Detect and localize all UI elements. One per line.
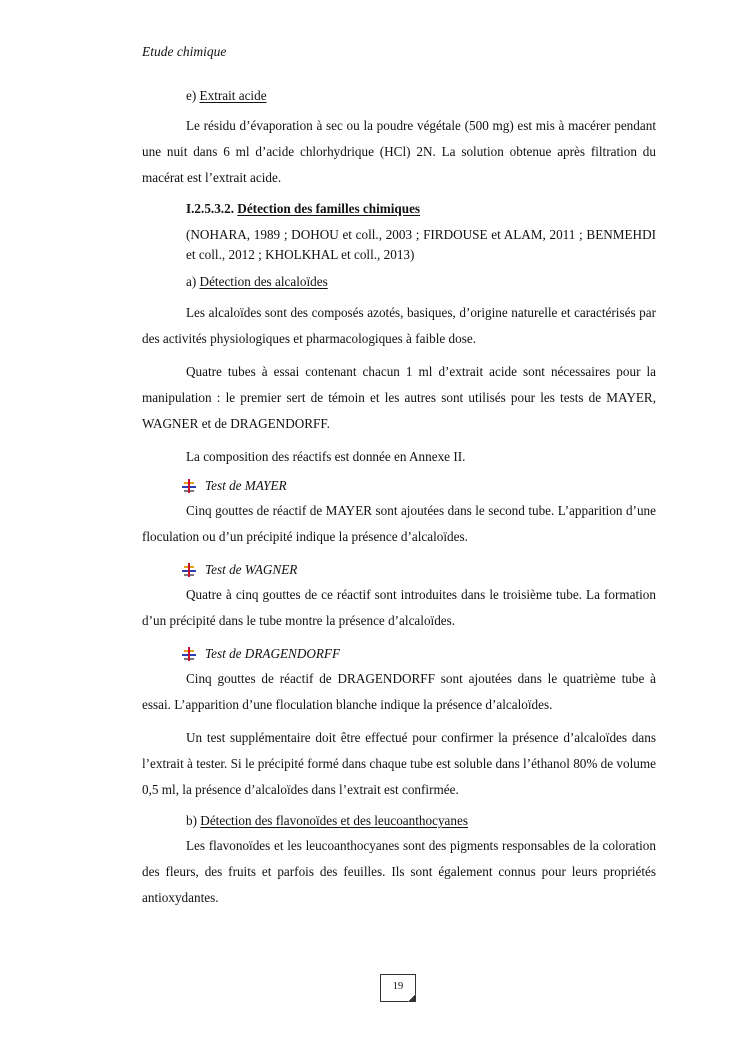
section-a-paragraph-3: La composition des réactifs est donnée en Annexe II.	[186, 449, 466, 464]
test-wagner-title: Test de WAGNER	[205, 562, 298, 577]
bullet-icon	[182, 647, 198, 661]
section-a-prefix: a)	[186, 274, 200, 289]
supplement-paragraph: Un test supplémentaire doit être effectué pour confirmer la présence d’alcaloïdes dans l’extrait à tester. Si le précipité formé dans chaque tube est soluble dans l’éthanol 80% de volume 0,5 ml, la présence d’alcaloïdes dans l’extrait est confirmée.	[142, 730, 656, 797]
section-a-title: Détection des alcaloïdes	[199, 274, 328, 289]
detect-heading-title: Détection des familles chimiques	[237, 201, 421, 216]
section-b-heading	[186, 811, 656, 831]
section-b-prefix: b)	[186, 813, 201, 828]
test-mayer-title: Test de MAYER	[205, 478, 287, 493]
section-a-heading	[186, 272, 656, 292]
page-content	[142, 86, 656, 911]
test-dragendorff-title: Test de DRAGENDORFF	[205, 646, 341, 661]
detect-references: (NOHARA, 1989 ; DOHOU et coll., 2003 ; FIRDOUSE et ALAM, 2011 ; BENMEHDI et coll., 2012 ; KHOLKHAL et coll., 2013)	[186, 227, 656, 262]
section-e-heading	[186, 86, 656, 106]
detect-heading-number: I.2.5.3.2.	[186, 201, 238, 216]
test-mayer-heading	[182, 476, 656, 496]
page-number-box	[380, 974, 416, 1002]
section-b-title: Détection des flavonoïdes et des leucoanthocyanes	[200, 813, 468, 828]
running-header: Etude chimique	[142, 44, 227, 59]
bullet-icon	[182, 479, 198, 493]
test-wagner-heading	[182, 560, 656, 580]
section-a-paragraph-1: Les alcaloïdes sont des composés azotés, basiques, d’origine naturelle et caractérisés par des activités physiologiques et pharmacologiques à faible dose.	[142, 305, 656, 346]
test-mayer-text: Cinq gouttes de réactif de MAYER sont ajoutées dans le second tube. L’apparition d’une floculation ou d’un précipité indique la présence d’alcaloïdes.	[142, 503, 656, 544]
bullet-icon	[182, 563, 198, 577]
section-e-prefix: e)	[186, 88, 200, 103]
detect-heading	[186, 199, 656, 219]
section-e-title: Extrait acide	[199, 88, 267, 103]
section-b-paragraph: Les flavonoïdes et les leucoanthocyanes sont des pigments responsables de la coloration des fleurs, des fruits et parfois des feuilles. Ils sont également connus pour leurs propriétés antioxydantes.	[142, 838, 656, 905]
test-dragendorff-text: Cinq gouttes de réactif de DRAGENDORFF sont ajoutées dans le quatrième tube à essai. L’apparition d’une floculation blanche indique la présence d’alcaloïdes.	[142, 671, 656, 712]
section-e-paragraph: Le résidu d’évaporation à sec ou la poudre végétale (500 mg) est mis à macérer pendant une nuit dans 6 ml d’acide chlorhydrique (HCl) 2N. La solution obtenue après filtration du macérat est l’extrait acide.	[142, 118, 656, 185]
page-corner-fold	[408, 994, 416, 1002]
section-a-paragraph-2: Quatre tubes à essai contenant chacun 1 ml d’extrait acide sont nécessaires pour la manipulation : le premier sert de témoin et les autres sont utilisés pour les tests de MAYER, WAGNER et de DRAGENDORFF.	[142, 364, 656, 431]
page-number: 19	[392, 981, 404, 992]
test-wagner-text: Quatre à cinq gouttes de ce réactif sont introduites dans le troisième tube. La formation d’un précipité dans le tube montre la présence d’alcaloïdes.	[142, 587, 656, 628]
test-dragendorff-heading	[182, 644, 656, 664]
